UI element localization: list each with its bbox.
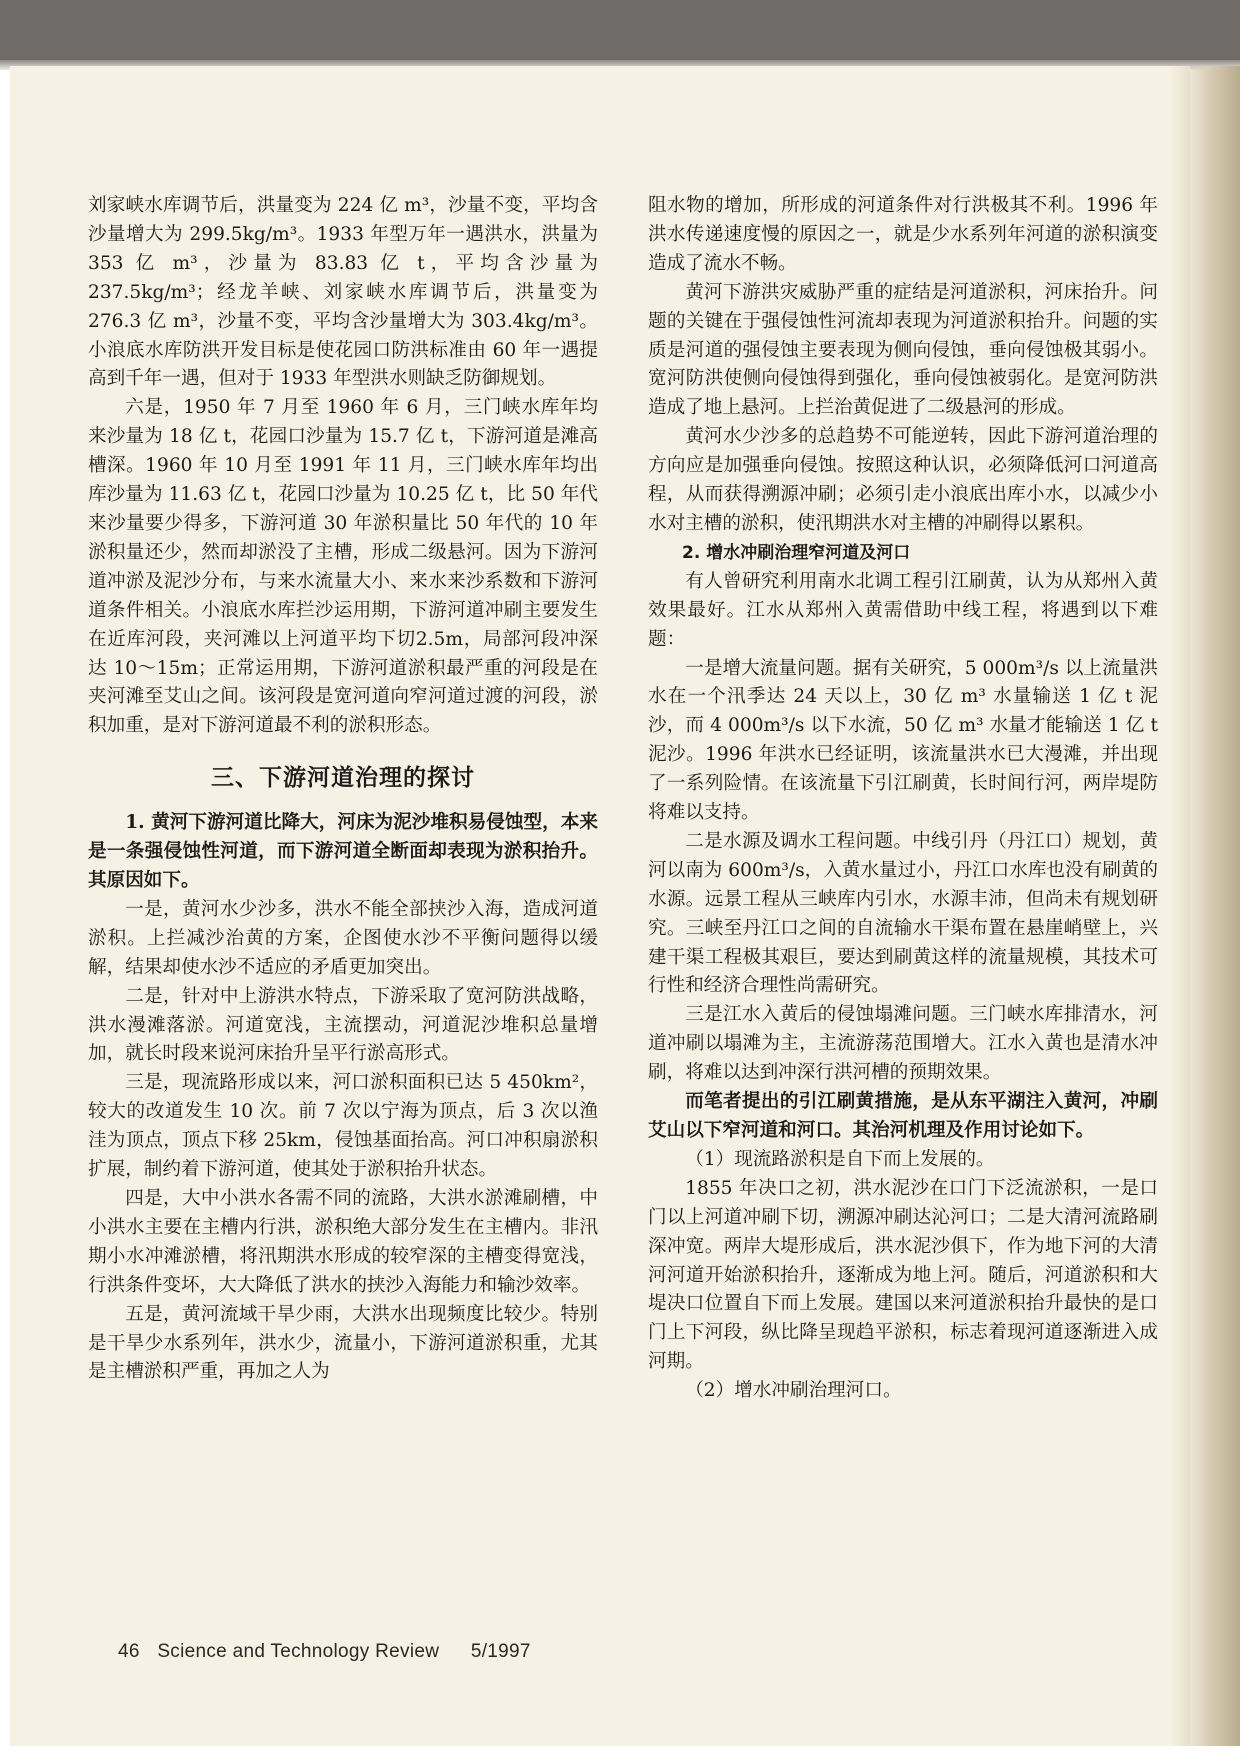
paragraph: 黄河下游洪灾威胁严重的症结是河道淤积，河床抬升。问题的关键在于强侵蚀性河流却表现为河道淤积抬升。问题的实质是河道的强侵蚀主要表现为侧向侵蚀，垂向侵蚀极其弱小。宽河防洪使侧向侵蚀得到强化，垂向侵蚀被弱化。是宽河防洪造成了地上悬河。上拦治黄促进了二级悬河的形成。 xyxy=(648,281,1158,419)
paragraph: 有人曾研究利用南水北调工程引江刷黄，认为从郑州入黄效果最好。江水从郑州入黄需借助中线工程，将遇到以下难题： xyxy=(648,570,1158,650)
paragraph: 三是，现流路形成以来，河口淤积面积已达 5 450km²，较大的改道发生 10 次。前 7 次以宁海为顶点，后 3 次以渔洼为顶点，顶点下移 25km，侵蚀基面抬高。河口冲积扇淤积扩展，制约着下游河道，使其处于淤积抬升状态。 xyxy=(88,1072,598,1181)
paragraph: （1）现流路淤积是自下而上发展的。 xyxy=(685,1148,995,1170)
scan-border-top xyxy=(0,0,1240,64)
paragraph: 六是，1950 年 7 月至 1960 年 6 月，三门峡水库年均来沙量为 18 亿 t，花园口沙量为 15.7 亿 t，下游河道是滩高槽深。1960 年 10 月至 1991 年 11 月，三门峡水库年均出库沙量为 11.63 亿 t，花园口沙量为 10.25 亿 t，比 50 年代来沙量要少得多，下游河道 30 年淤积量比 50 年代的 10 年淤积量还少，然而却淤没了主槽，形成二级悬河。因为下游河道冲淤及泥沙分布，与来水流量大小、来水来沙系数和下游河道条件相关。小浪底水库拦沙运用期，下游河道冲刷主要发生在近库河段，夹河滩以上河道平均下切2.5m，局部河段冲深达 10～15m；正常运用期，下游河道淤积最严重的河段是在夹河滩至艾山之间。该河段是宽河道向窄河道过渡的河段，淤积加重，是对下游河道最不利的淤积形态。 xyxy=(88,397,598,737)
paragraph: 五是，黄河流域干旱少雨，大洪水出现频度比较少。特别是干旱少水系列年，洪水少，流量小，下游河道淤积重，尤其是主槽淤积严重，再加之人为 xyxy=(88,1303,598,1383)
page-footer xyxy=(118,1641,543,1663)
paragraph: 1. 黄河下游河道比降大，河床为泥沙堆积易侵蚀型，本来是一条强侵蚀性河道，而下游河道全断面却表现为淤积抬升。其原因如下。 xyxy=(88,812,598,892)
paragraph: 而笔者提出的引江刷黄措施，是从东平湖注入黄河，冲刷艾山以下窄河道和河口。其治河机理及作用讨论如下。 xyxy=(648,1091,1158,1141)
paragraph: 1855 年决口之初，洪水泥沙在口门下泛流淤积，一是口门以上河道冲刷下切，溯源冲刷达沁河口；二是大清河流路刷深冲宽。两岸大堤形成后，洪水泥沙俱下，作为地下河的大清河河道开始淤积抬升，逐渐成为地上河。随后，河道淤积和大堤决口位置自下而上发展。建国以来河道淤积抬升最快的是口门上下河段，纵比降呈现趋平淤积，标志着现河道逐渐进入成河期。 xyxy=(648,1177,1158,1373)
paragraph: （2）增水冲刷治理河口。 xyxy=(685,1380,902,1402)
paragraph: 二是水源及调水工程问题。中线引丹（丹江口）规划，黄河以南为 600m³/s，入黄水量过小，丹江口水库也没有刷黄的水源。远景工程从三峡库内引水，水源丰沛，但尚未有规划研究。三峡至丹江口之间的自流输水干渠布置在悬崖峭壁上，兴建干渠工程极其艰巨，要达到刷黄这样的流量规模，其技术可行性和经济合理性尚需研究。 xyxy=(648,830,1158,997)
paragraph: 二是，针对中上游洪水特点，下游采取了宽河防洪战略，洪水漫滩落淤。河道宽浅，主流摆动，河道泥沙堆积总量增加，就长时段来说河床抬升呈平行淤高形式。 xyxy=(88,985,598,1065)
paragraph: 三是江水入黄后的侵蚀塌滩问题。三门峡水库排清水，河道冲刷以塌滩为主，主流游荡范围增大。江水入黄也是清水冲刷，将难以达到冲深行洪河槽的预期效果。 xyxy=(648,1004,1158,1084)
paragraph: 四是，大中小洪水各需不同的流路，大洪水淤滩刷槽，中小洪水主要在主槽内行洪，淤积绝大部分发生在主槽内。非汛期小水冲滩淤槽，将汛期洪水形成的较窄深的主槽变得宽浅，行洪条件变坏，大大降低了洪水的挟沙入海能力和输沙效率。 xyxy=(88,1188,598,1296)
left-column xyxy=(88,192,598,1387)
right-column xyxy=(648,192,1158,1406)
paragraph: 刘家峡水库调节后，洪量变为 224 亿 m³，沙量不变，平均含沙量增大为 299.5kg/m³。1933 年型万年一遇洪水，洪量为 353 亿 m³，沙量为 83.83 亿 t，平均含沙量为 237.5kg/m³；经龙羊峡、刘家峡水库调节后，洪量变为 276.3 亿 m³，沙量不变，平均含沙量增大为 303.4kg/m³。小浪底水库防洪开发目标是使花园口防洪标准由 60 年一遇提高到千年一遇，但对于 1933 年型洪水则缺乏防御规划。 xyxy=(88,195,598,390)
paragraph: 黄河水少沙多的总趋势不可能逆转，因此下游河道治理的方向应是加强垂向侵蚀。按照这种认识，必须降低河口河道高程，从而获得溯源冲刷；必须引走小浪底出库小水，以减少小水对主槽的淤积，使汛期洪水对主槽的冲刷得以累积。 xyxy=(648,426,1158,534)
journal-name: Science and Technology Review xyxy=(157,1641,440,1662)
section-heading: 三、下游河道治理的探讨 xyxy=(211,765,475,792)
page-binding-shadow xyxy=(1170,66,1240,1746)
paragraph: 一是，黄河水少沙多，洪水不能全部挟沙入海，造成河道淤积。上拦减沙治黄的方案，企图使水沙不平衡问题得以缓解，结果却使水沙不适应的矛盾更加突出。 xyxy=(88,898,598,978)
page-number: 46 xyxy=(118,1641,140,1662)
paragraph: 阻水物的增加，所形成的河道条件对行洪极其不利。1996 年洪水传递速度慢的原因之一，就是少水系列年河道的淤积演变造成了流水不畅。 xyxy=(648,195,1158,274)
paragraph: 一是增大流量问题。据有关研究，5 000m³/s 以上流量洪水在一个汛季达 24 天以上，30 亿 m³ 水量输送 1 亿 t 泥沙，而 4 000m³/s 以下水流，50 亿 m³ 水量才能输送 1 亿 t 泥沙。1996 年洪水已经证明，该流量洪水已大漫滩，并出现了一系列险情。在该流量下引江刷黄，长时间行河，两岸堤防将难以支持。 xyxy=(648,657,1158,824)
issue-number: 5/1997 xyxy=(470,1641,531,1662)
section-heading: 2. 增水冲刷治理窄河道及河口 xyxy=(682,542,911,563)
